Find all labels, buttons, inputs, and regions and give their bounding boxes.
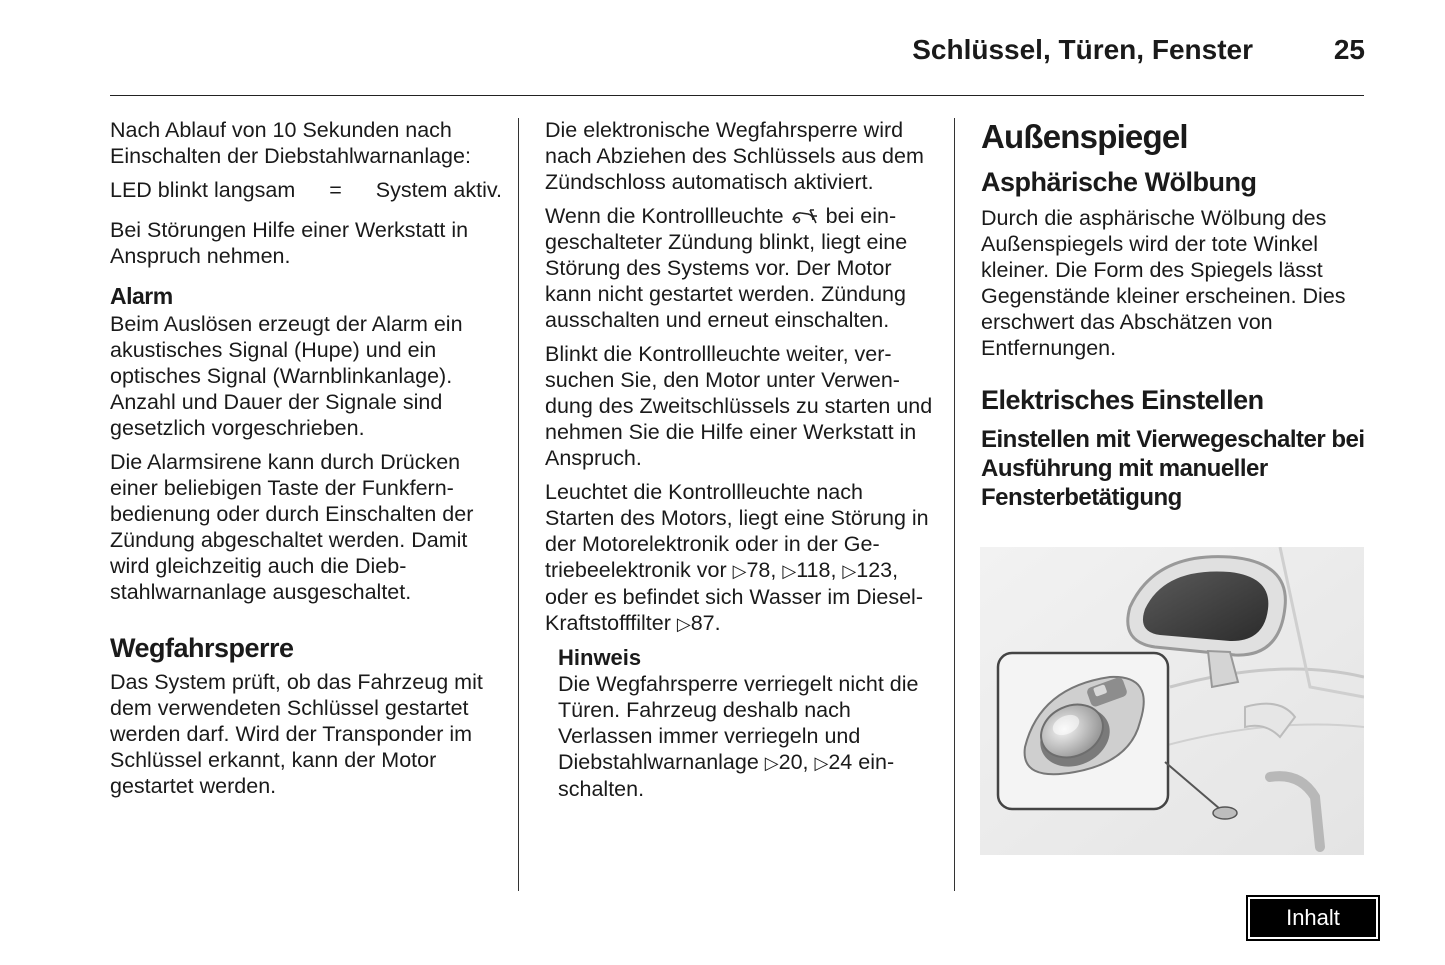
immobilizer-paragraph-4: Leuchtet die Kontrollleuchte nach Starten des Motors, liegt eine Störung in der Motorelektronik oder in der Getriebeelektronik vor ▷78, ▷118, ▷123, oder es befindet sich Wasser im Diesel-Kraftstofffilter ▷87. (545, 480, 929, 635)
column-1 (110, 117, 502, 807)
inhalt-button[interactable]: Inhalt (1246, 895, 1380, 941)
header-divider (110, 95, 1364, 96)
page-ref-78[interactable]: 78 (746, 558, 771, 582)
page-ref-118[interactable]: 118 (796, 558, 831, 582)
page-number: 25 (1333, 34, 1365, 65)
column-2 (545, 117, 935, 802)
hinweis-box (558, 645, 935, 802)
column-3 (981, 117, 1366, 522)
aussenspiegel-heading: Außenspiegel (981, 118, 1188, 155)
page-ref-arrow-icon: ▷ (732, 561, 747, 581)
led-label: LED blinkt langsam (110, 178, 296, 202)
wegfahrsperre-paragraph: Das System prüft, ob das Fahrzeug mit dem verwendeten Schlüssel gestartet werden darf. Wird der Transponder im Schlüssel erkannt, kann der Motor gestartet werden. (110, 670, 483, 798)
asphaerische-woelbung-paragraph: Durch die asphärische Wölbung des Außenspiegels wird der tote Winkel kleiner. Die Form des Spiegels lässt Gegenstände kleiner erscheinen. Dies erschwert das Abschätzen von Entfernungen. (981, 206, 1346, 360)
alarm-paragraph-1: Beim Auslösen erzeugt der Alarm ein akustisches Signal (Hupe) und ein optisches Signal (Warnblinkanlage). Anzahl und Dauer der Signale sind gesetzlich vorgeschrieben. (110, 312, 463, 440)
led-status-row (110, 177, 502, 203)
hinweis-title: Hinweis (558, 645, 642, 670)
page-ref-24[interactable]: 24 (828, 750, 853, 774)
wegfahrsperre-heading: Wegfahrsperre (110, 633, 294, 663)
column-divider-1 (518, 118, 519, 891)
mirror-switch-illustration (980, 547, 1364, 855)
led-equals: = (329, 178, 342, 202)
immobilizer-paragraph-3: Blinkt die Kontrollleuchte weiter, versuchen Sie, den Motor unter Verwendung des Zweitschlüssels zu starten und nehmen Sie die Hilfe einer Werkstatt in Anspruch. (545, 342, 933, 470)
stoerung-paragraph: Bei Störungen Hilfe einer Werkstatt in Anspruch nehmen. (110, 218, 469, 268)
page-ref-123[interactable]: 123 (856, 558, 893, 582)
hinweis-text: Die Wegfahrsperre verriegelt nicht die Türen. Fahrzeug deshalb nach Verlassen immer verriegeln und Diebstahlwarnanlage ▷20, ▷24 einschalten. (558, 672, 919, 801)
section-title: Schlüssel, Türen, Fenster (912, 34, 1253, 65)
immobilizer-warning-icon (790, 207, 820, 225)
page-ref-arrow-icon: ▷ (676, 614, 691, 634)
alarm-heading: Alarm (110, 283, 173, 309)
immobilizer-paragraph-2: Wenn die Kontrollleuchte bei eingeschalteter Zündung blinkt, liegt eine Störung des Systems vor. Der Motor kann nicht gestartet werden. Zündung ausschalten und erneut einschalten. (545, 204, 908, 332)
intro-paragraph: Nach Ablauf von 10 Sekunden nach Einschalten der Diebstahlwarnanlage: (110, 118, 471, 168)
page-ref-arrow-icon: ▷ (814, 753, 829, 773)
page-ref-arrow-icon: ▷ (842, 561, 857, 581)
vierwegeschalter-heading: Einstellen mit Vierwegeschalter bei Ausführung mit manueller Fensterbetätigung (981, 426, 1365, 511)
alarm-paragraph-2: Die Alarmsirene kann durch Drücken einer beliebigen Taste der Funkfernbedienung oder durch Einschalten der Zündung abgeschaltet werden. Damit wird gleichzeitig auch die Diebstahlwarnanlage ausgeschaltet. (110, 450, 474, 604)
led-value: System aktiv. (375, 178, 502, 202)
asphaerische-woelbung-heading: Asphärische Wölbung (981, 167, 1257, 197)
column-divider-2 (954, 118, 955, 891)
page-ref-87[interactable]: 87 (690, 611, 715, 635)
page-ref-arrow-icon: ▷ (764, 753, 779, 773)
page-ref-arrow-icon: ▷ (782, 561, 797, 581)
page-ref-20[interactable]: 20 (778, 750, 803, 774)
immobilizer-paragraph-1: Die elektronische Wegfahrsperre wird nach Abziehen des Schlüssels aus dem Zündschloss automatisch aktiviert. (545, 118, 924, 194)
elektrisches-einstellen-heading: Elektrisches Einstellen (981, 385, 1264, 415)
